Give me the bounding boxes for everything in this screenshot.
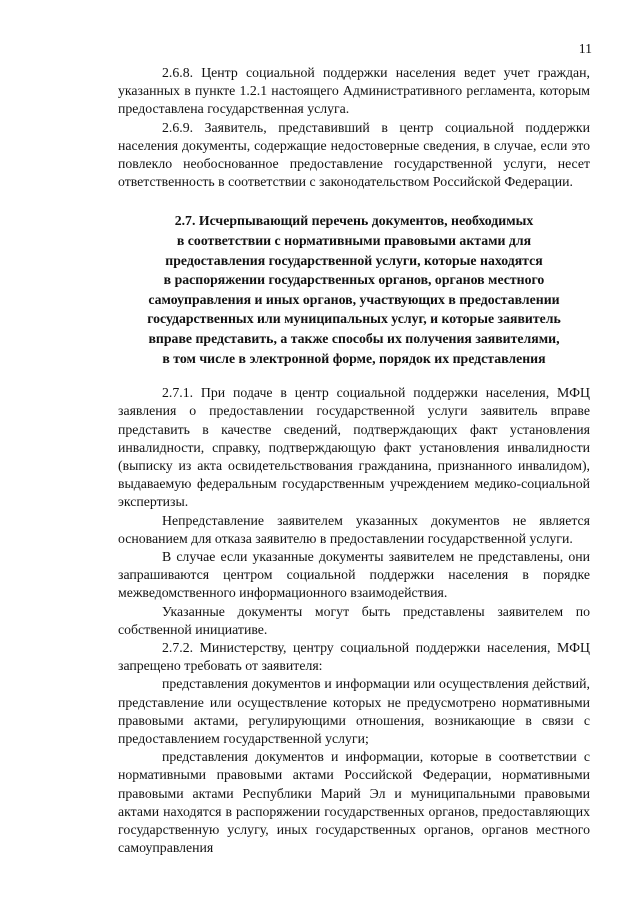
paragraph-interagency-request: В случае если указанные документы заявителем не представлены, они запрашиваются центром социальной поддержки населения в порядке межведомственного информационного взаимодействия.: [118, 549, 590, 601]
page-number: 11: [578, 41, 592, 56]
heading-line: государственных или муниципальных услуг, и которые заявитель: [147, 311, 561, 327]
section-heading-2-7: [118, 211, 590, 368]
paragraph-non-submission: Непредставление заявителем указанных документов не является основанием для отказа заявителю в предоставлении государственной услуги.: [118, 512, 590, 546]
heading-line: в распоряжении государственных органов, органов местного: [163, 272, 545, 288]
paragraph-own-initiative: Указанные документы могут быть представлены заявителем по собственной инициативе.: [118, 603, 590, 637]
paragraph-2-6-8: 2.6.8. Центр социальной поддержки населения ведет учет граждан, указанных в пункте 1.2.1 настоящего Административного регламента, которым предоставлена государственная услуга.: [118, 65, 590, 117]
heading-line: в соответствии с нормативными правовыми актами для: [176, 233, 532, 249]
heading-line: 2.7. Исчерпывающий перечень документов, необходимых: [174, 213, 534, 229]
heading-line: в том числе в электронной форме, порядок их представления: [162, 350, 546, 366]
paragraph-prohibition-2: представления документов и информации, которые в соответствии с нормативными правовыми актами Российской Федерации, нормативными правовыми актами Республики Марий Эл и муниципальными правовыми актами находятся в распоряжении государственных органов, предоставляющих государственную услугу, иных государственных органов, органов местного самоуправления: [118, 749, 590, 856]
paragraph-prohibition-1: представления документов и информации или осуществления действий, представление или осуществление которых не предусмотрено нормативными правовыми актами, регулирующими отношения, возникающие в связи с предоставлением государственной услуги;: [118, 676, 590, 747]
paragraph-2-7-1: 2.7.1. При подаче в центр социальной поддержки населения, МФЦ заявления о предоставлении государственной услуги заявитель вправе представить в качестве сведений, подтверждающих факт установления инвалидности, справку, подтверждающую факт установления инвалидности (выписку из акта освидетельствования гражданина, признанного инвалидом), выдаваемую федеральным государственным учреждением медико-социальной экспертизы.: [118, 385, 590, 510]
paragraph-2-6-9: 2.6.9. Заявитель, представивший в центр социальной поддержки населения документы, содержащие недостоверные сведения, в случае, если это повлекло необоснованное предоставление государственной услуги, несет ответственность в соответствии с законодательством Российской Федерации.: [118, 119, 590, 190]
heading-line: самоуправления и иных органов, участвующих в предоставлении: [148, 291, 560, 307]
paragraph-2-7-2: 2.7.2. Министерству, центру социальной поддержки населения, МФЦ запрещено требовать от заявителя:: [118, 640, 590, 674]
heading-line: предоставления государственной услуги, которые находятся: [165, 252, 543, 268]
document-body: [118, 64, 590, 857]
heading-line: вправе представить, а также способы их получения заявителями,: [148, 330, 560, 346]
